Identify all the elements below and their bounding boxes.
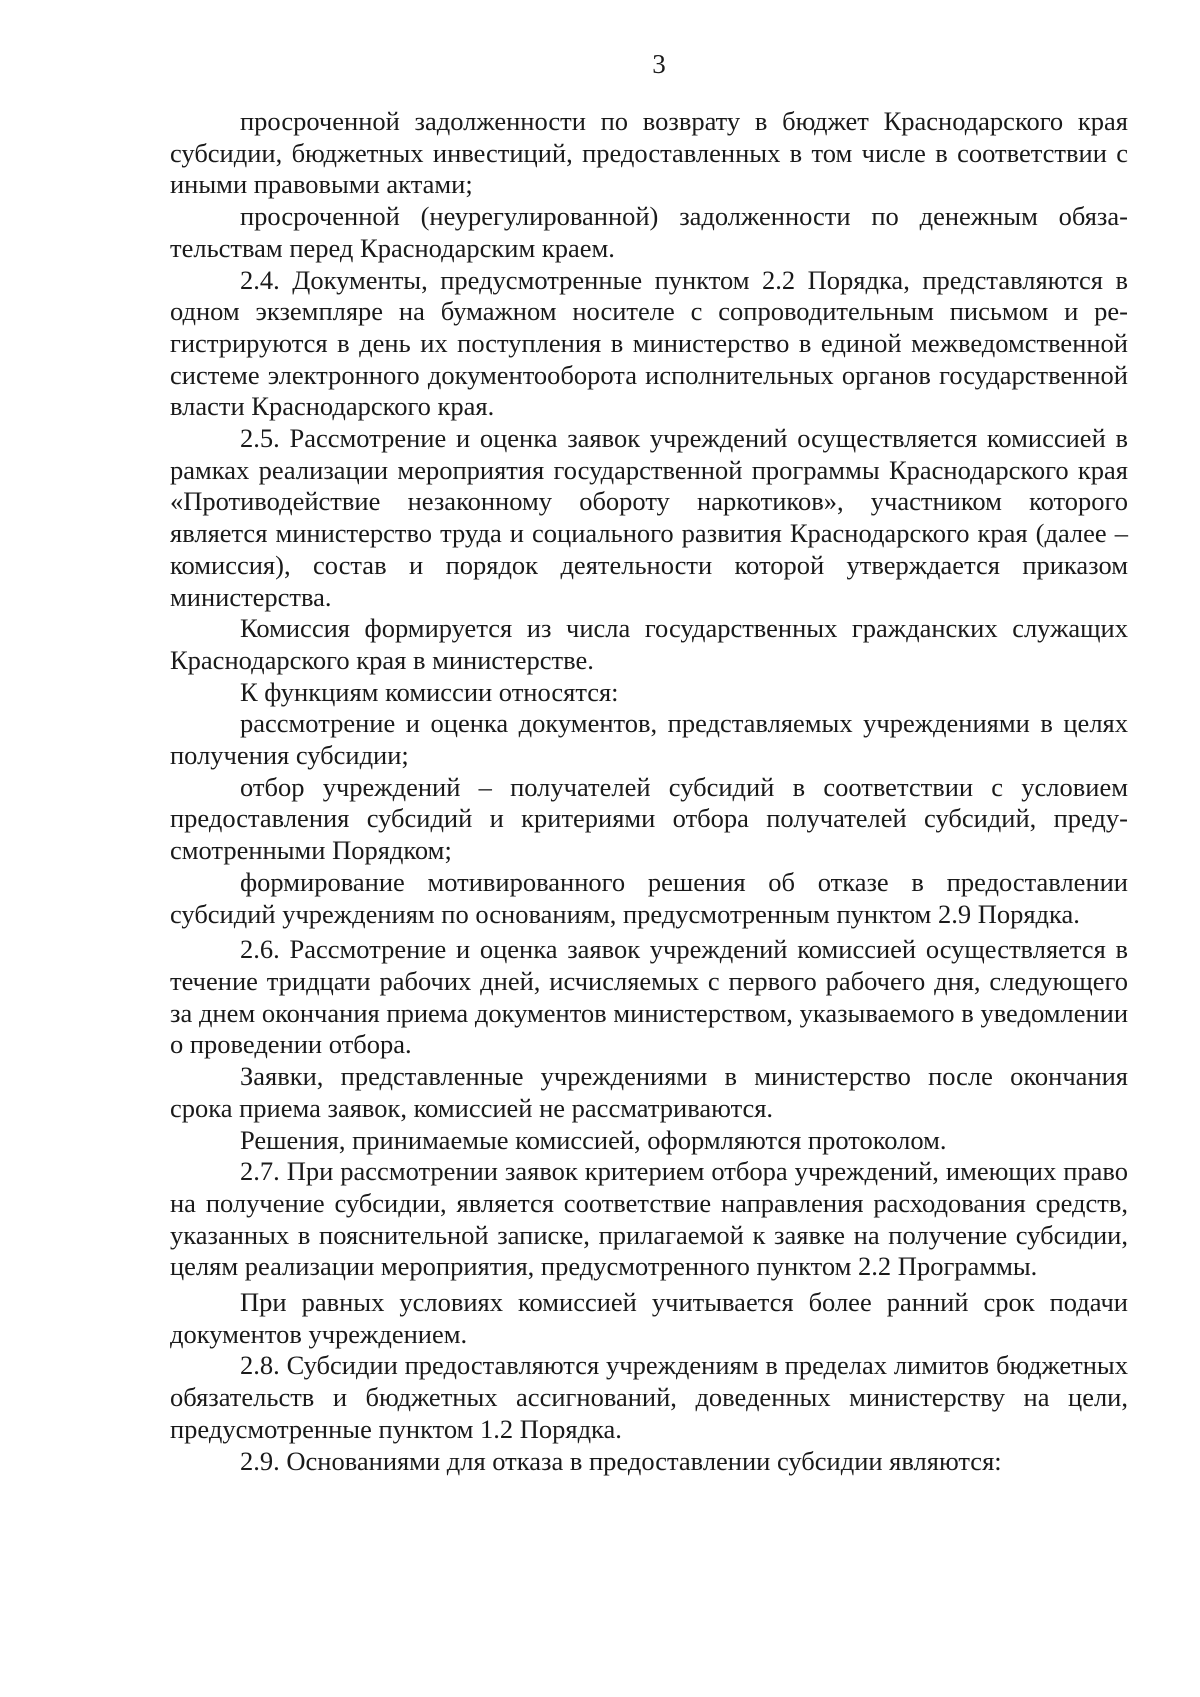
paragraph-commission-functions: К функциям комиссии относятся:	[240, 676, 619, 707]
paragraph-late-applications: Заявки, представленные учреждениями в министерство после окончания срока приема заявок, комиссией не рассматриваются.	[170, 1061, 1128, 1123]
paragraph-2-4: 2.4. Документы, предусмотренные пунктом 2.2 Порядка, представляются в одном экземпляре на бумажном носителе с сопроводительным письмом и регистрируются в день их поступления в министерство в единой межведомственной системе электронного документооборота исполнительных органов государственной власти Краснодарского края.	[170, 264, 1128, 422]
paragraph-function-refusal: формирование мотивированного решения об отказе в предоставлении субсидий учреждениям по основаниям, предусмотренным пунктом 2.9 Порядка.	[170, 866, 1128, 929]
paragraph-decisions-protocol: Решения, принимаемые комиссией, оформляются протоколом.	[240, 1124, 947, 1155]
paragraph-2-6: 2.6. Рассмотрение и оценка заявок учреждений комиссией осуществляется в течение тридцати рабочих дней, исчисляемых с первого рабочего дня, следующего за днем окончания приема документов министерством, указываемого в уведомлении о проведении отбора.	[170, 934, 1128, 1060]
paragraph-2-5: 2.5. Рассмотрение и оценка заявок учреждений осуществляется комиссией в рамках реализации мероприятия государственной программы Краснодарского края «Противодействие незаконному обороту наркотиков», участником которого является министерство труда и социального развития Краснодарского края (далее – комиссия), состав и порядок деятельности которой утверждается приказом министерства.	[170, 423, 1128, 612]
paragraph-2-9: 2.9. Основаниями для отказа в предоставлении субсидии являются:	[240, 1445, 1002, 1476]
paragraph-function-selection: отбор учреждений – получателей субсидий в соответствии с условием предоставления субсидий и критериями отбора получателей субсидий, предусмотренными Порядком;	[170, 771, 1128, 866]
paragraph-equal-conditions: При равных условиях комиссией учитывается более ранний срок подачи документов учреждением.	[170, 1287, 1128, 1349]
document-body	[170, 106, 1128, 1477]
page-number: 3	[652, 49, 666, 79]
paragraph-overdue-debt-obligations: просроченной (неурегулированной) задолженности по денежным обязательствам перед Краснодарским краем.	[170, 201, 1128, 263]
paragraph-overdue-debt-budget: просроченной задолженности по возврату в бюджет Краснодарского края субсидии, бюджетных инвестиций, предоставленных в том числе в соответствии с иными правовыми актами;	[170, 106, 1128, 200]
paragraph-2-7: 2.7. При рассмотрении заявок критерием отбора учреждений, имеющих право на получение субсидии, является соответствие направления расходования средств, указанных в пояснительной записке, прилагаемой к заявке на получение субсидии, целям реализации мероприятия, предусмотренного пунктом 2.2 Программы.	[170, 1156, 1128, 1282]
paragraph-2-8: 2.8. Субсидии предоставляются учреждениям в пределах лимитов бюджетных обязательств и бюджетных ассигнований, доведенных министерству на цели, предусмотренные пунктом 1.2 Порядка.	[170, 1350, 1128, 1444]
paragraph-commission-formation: Комиссия формируется из числа государственных гражданских служащих Краснодарского края в министерстве.	[170, 613, 1128, 675]
paragraph-function-review: рассмотрение и оценка документов, представляемых учреждениями в целях получения субсидии;	[170, 708, 1128, 771]
